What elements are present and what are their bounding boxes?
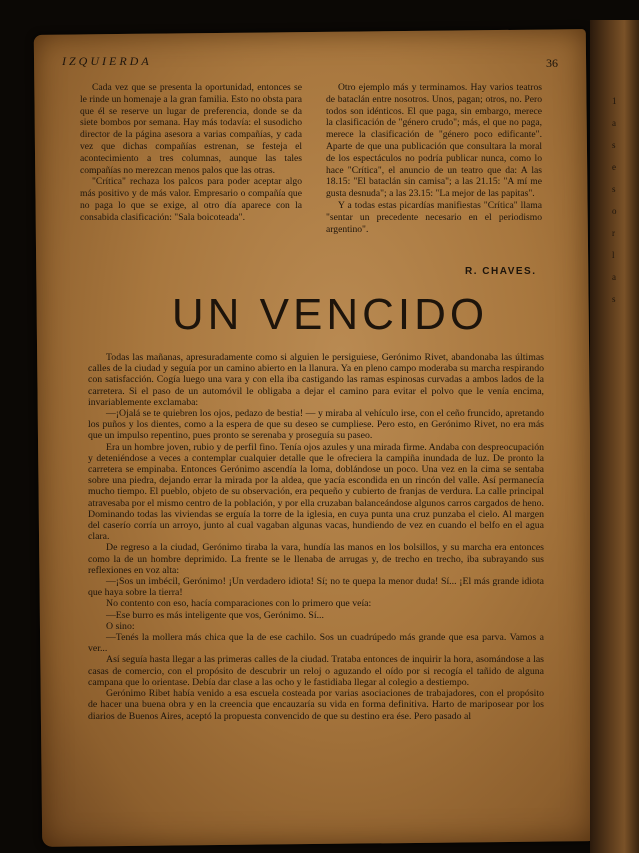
paragraph: Era un hombre joven, rubio y de perfil fino. Tenía ojos azules y una mirada firme. Andaba con despreocupación y deteniéndose a veces a contemplar cualquier detalle que le ofreciera la campiña inundada de luz. De pronto la carretera se empinaba. Entonces Gerónimo ascendía la loma, doblándose un poco. Una vez en la cima se sentaba sobre una piedra, dejando errar la mirada por la aldea, que yacía escondida en un rincón del valle. Así permanecía mucho tiempo. El pueblo, objeto de su observación, era pequeño y cubierto de franjas de verdura. La calle principal atravesaba por el mismo centro de la población, y por ella cruzaban balanceándose algunos carros cargados de heno. Dominando todas las viviendas se erguía la torre de la iglesia, en cuya punta una cruz punzaba el cielo. Al margen del caserío corría un arroyo, junto al cual vagaban algunas vacas, hundiendo de vez en cuando el belfo en el agua clara. xyxy=(88,441,545,543)
right-column xyxy=(326,82,542,235)
story-body xyxy=(88,352,544,722)
spine-glyph: r xyxy=(612,228,616,238)
paragraph: Todas las mañanas, apresuradamente como si alguien le persiguiese, Gerónimo Rivet, abandonaba las últimas calles de la ciudad y seguía por un camino abierto en la llanura. Ya en pleno campo moderaba su marcha respirando con satisfacción. Cogía luego una vara y con ella iba castigando las ramas espinosas curvadas a ambos lados de la carretera. Si el paso de un automóvil le obligaba a dejar el camino para evitar el polvo que le venía encima, invariablemente exclamaba: xyxy=(88,352,544,408)
spine-glyph: a xyxy=(612,118,617,128)
page-number: 36 xyxy=(546,56,558,70)
paragraph: De regreso a la ciudad, Gerónimo tiraba la vara, hundía las manos en los bolsillos, y su marcha era entonces como la de un hombre deprimido. La frente se le llenaba de arrugas y, de trecho en trecho, iba subrayando sus reflexiones en voz alta: xyxy=(88,542,544,576)
author-signature: R. CHAVES. xyxy=(465,266,537,277)
article-title: UN VENCIDO xyxy=(171,290,489,339)
running-head: IZQUIERDA xyxy=(62,54,152,68)
paragraph: Así seguía hasta llegar a las primeras calles de la ciudad. Trataba entonces de inquirir la hora, asomándose a las casas de comercio, con el propósito de descubrir un reloj o aguzando el oído por si recogía el tañido de alguna campana que lo orientase. Debía dar clase a las ocho y le fastidiaba llegar al colegio a destiempo. xyxy=(88,654,544,688)
spine-glyph: 1 xyxy=(612,96,618,106)
spine-glyph: s xyxy=(612,294,617,304)
paragraph: Gerónimo Ribet había venido a esa escuela costeada por varias asociaciones de trabajadores, con el propósito de hacer una buena obra y en la creencia que encauzaría su vida en forma definitiva. Harto de mariposear por los diarios de Buenos Aires, aceptó la propuesta convencido de que su destino era ése. Pero pasado al xyxy=(88,688,544,722)
spine-glyph: s xyxy=(612,184,617,194)
paragraph: O sino: xyxy=(106,620,135,632)
paragraph: Cada vez que se presenta la oportunidad, entonces se le rinde un homenaje a la gran familia. Esto no obsta para que él se reserve un lugar de preferencia, donde se da siete bombos por semana. Hay más todavía: el susodicho director de la página asesora a varias compañías, y cada vez que dichas compañías estrenan, se festeja el acontecimiento a tres columnas, aunque las tales compañías no merezcan menos palos que las otras. xyxy=(80,82,302,176)
paragraph: "Crítica" rechaza los palcos para poder aceptar algo más positivo y de más valor. Empresario o compañía que no paga lo que se exige, al otro día aparece con la consabida clasificación: "Sala boicoteada". xyxy=(80,176,302,223)
spine-glyph: a xyxy=(612,272,617,282)
paragraph: No contento con eso, hacía comparaciones con lo primero que veía: xyxy=(106,598,372,610)
spine-glyph: s xyxy=(612,140,617,150)
paragraph: —Tenés la mollera más chica que la de ese cachilo. Sos un cuadrúpedo más grande que esa parva. Vamos a ver... xyxy=(88,632,544,655)
spine-glyph: l xyxy=(612,250,616,260)
spine-glyph: e xyxy=(612,162,617,172)
paragraph: —¡Ojalá se te quiebren los ojos, pedazo de bestia! — y miraba al vehículo irse, con el ceño fruncido, apretando los puños y los dientes, como a la espera de que su deseo se cumpliese. Pero esto, en Gerónimo Rivet, no era más que un impulso repentino, pues pronto se serenaba y proseguía su paseo. xyxy=(88,408,544,442)
paragraph: Otro ejemplo más y terminamos. Hay varios teatros de bataclán entre nosotros. Unos, pagan; otros, no. Pero todos son idénticos. El que paga, sin embargo, merece la clasificación de "género crudo"; más, el que no paga, merece la clasificación de "género poco edificante". Aparte de que una publicación que consultara la moral de los espectáculos no podría publicar nunca, como lo hace "Crítica", el anuncio de un teatro que da: A las 18.15: "El bataclán sin camisa"; a las 21.15: "A mí me gusta desnuda"; a las 23.15: "La mejor de las papitas". xyxy=(326,82,542,200)
paragraph: —¡Sos un imbécil, Gerónimo! ¡Un verdadero idiota! Sí; no te quepa la menor duda! Sí... ¡El más grande idiota que haya sobre la tierra! xyxy=(88,576,544,599)
paragraph: Y a todas estas picardías manifiestas "Crítica" llama "sentar un precedente necesario en el periodismo argentino". xyxy=(326,199,542,235)
spine-glyph: o xyxy=(612,206,618,216)
adjacent-page-fragment xyxy=(612,90,636,310)
paragraph: —Ese burro es más inteligente que vos, Gerónimo. Sí... xyxy=(106,609,324,621)
left-column xyxy=(80,82,302,224)
